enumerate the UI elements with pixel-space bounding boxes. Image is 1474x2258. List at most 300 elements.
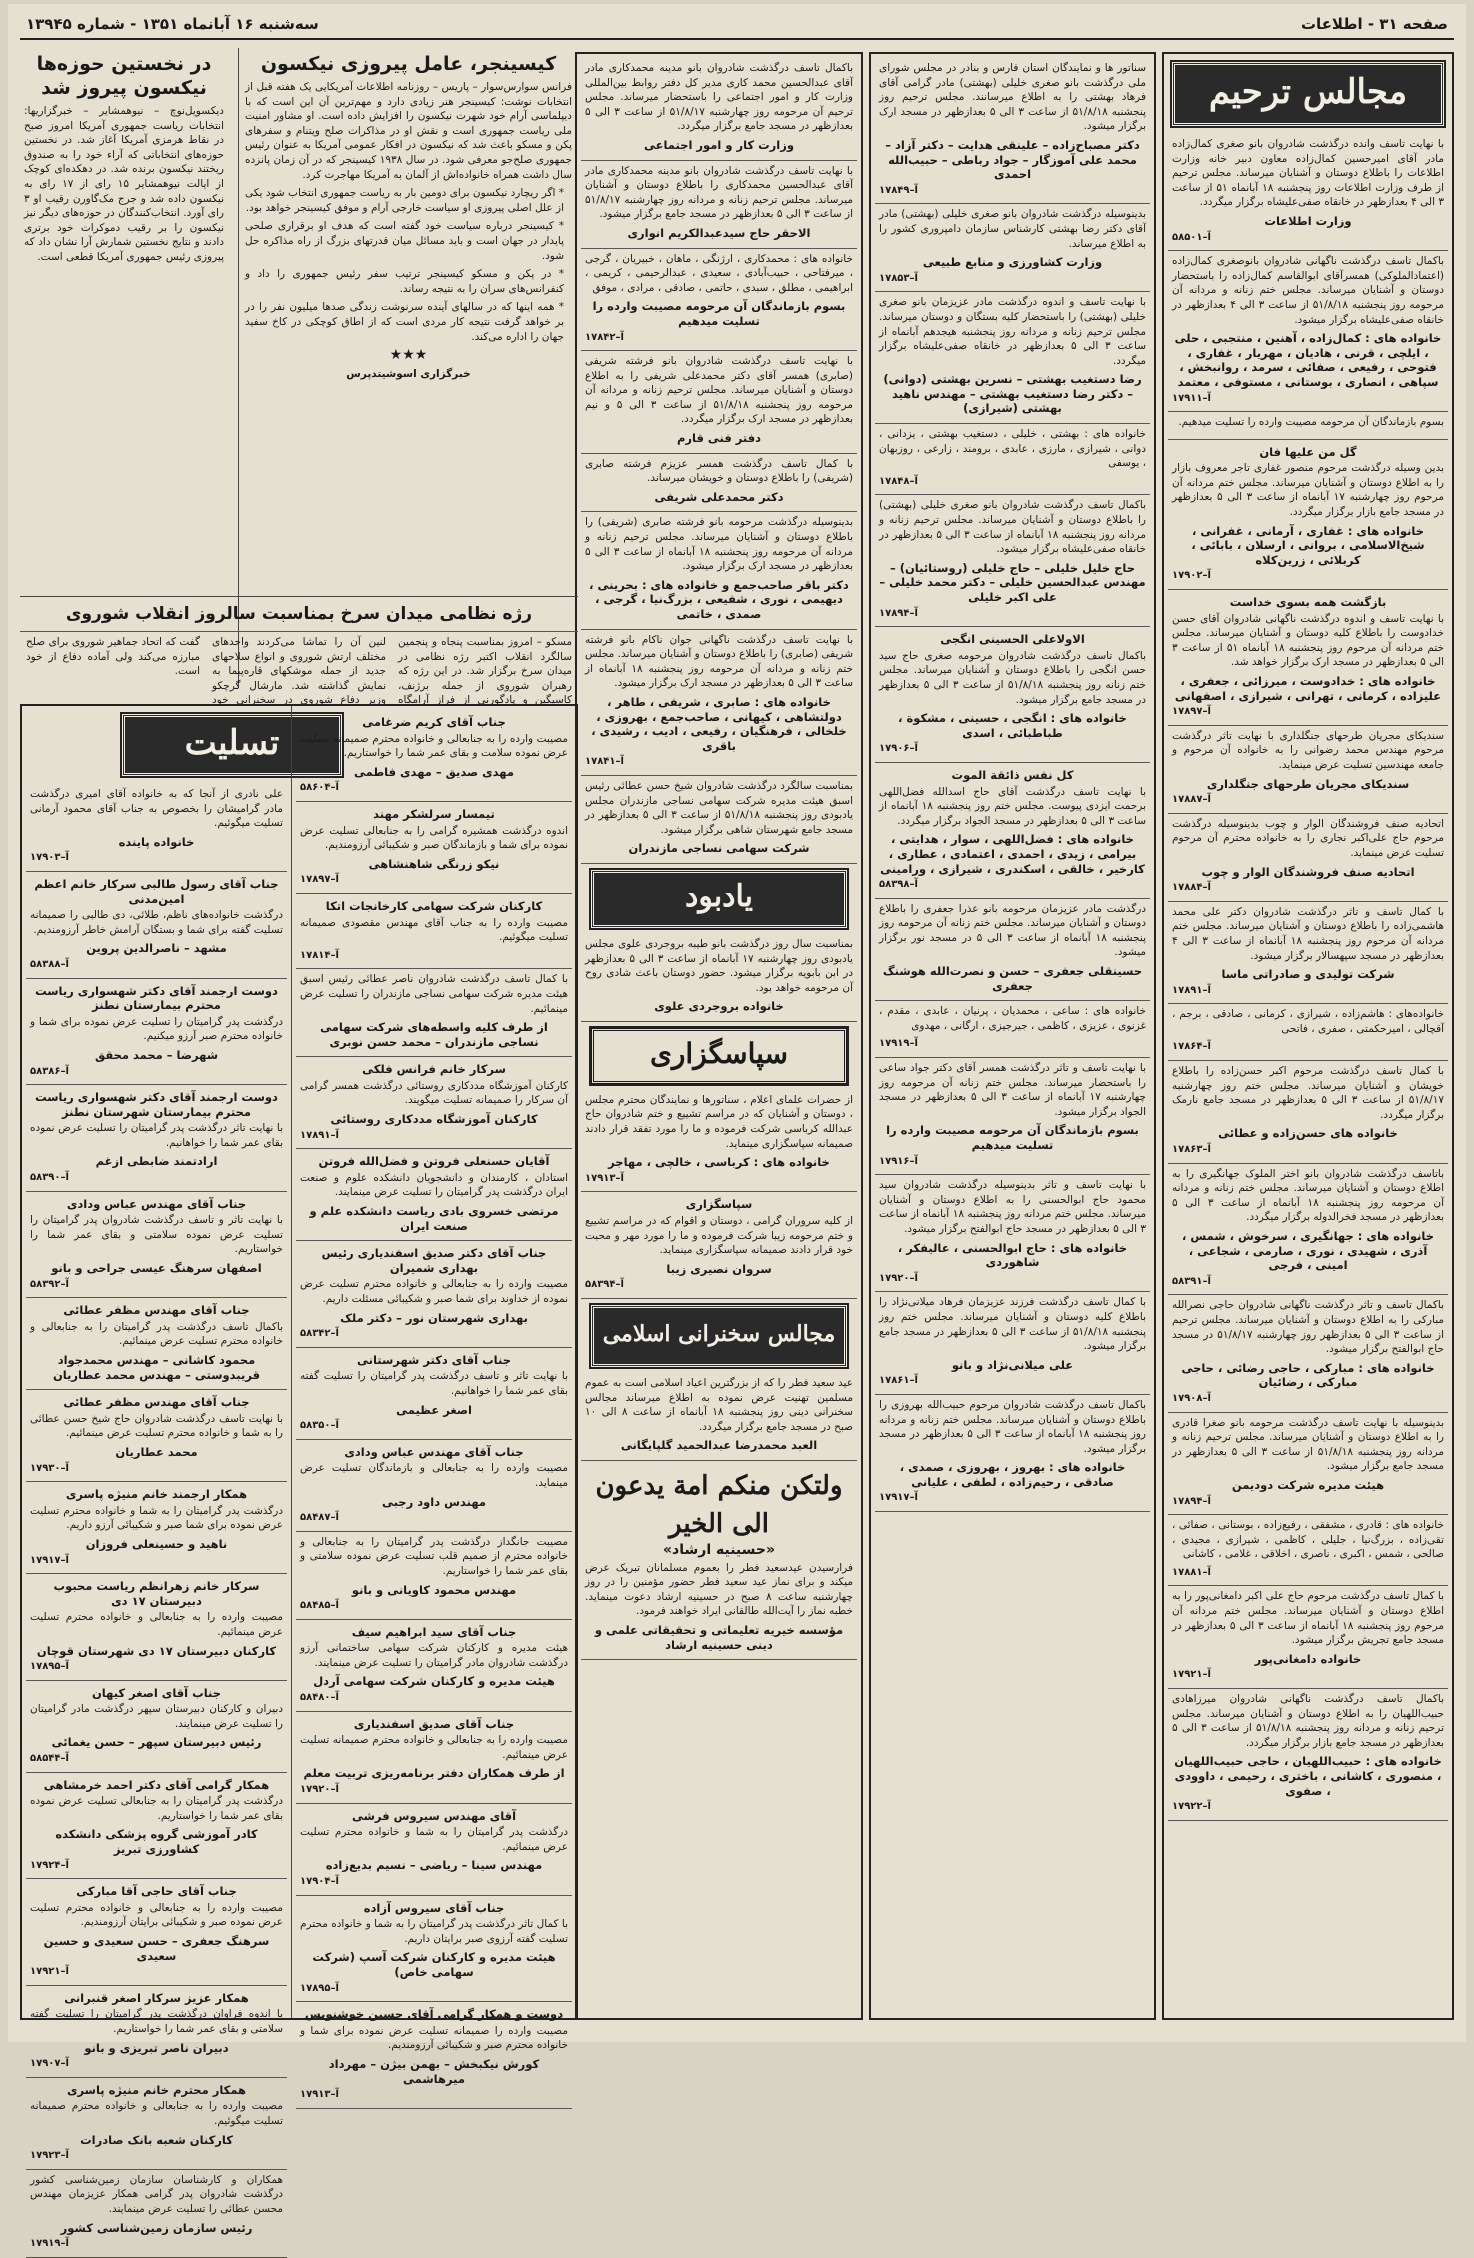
taslit-notice-item: [296, 1532, 572, 1620]
taslit-notice-text: مصیبت جانگداز درگذشت پدر گرامیتان را به جنابعالی و خانواده محترم از صمیم قلب تسلیت عرض نموده سلامتی و بقای عمر شما را خواستاریم.: [300, 1535, 568, 1577]
taslit-notice-signature: کورش نیکبخش – بهمن بیژن – مهرداد میرهاشمی: [328, 2056, 540, 2086]
tarhim-notices: [1168, 134, 1448, 1821]
yadbud-banner: یادبود: [591, 870, 847, 928]
taslit-notice-item: [296, 802, 572, 894]
taslit-notice-title: جناب آقای سیروس آزاده: [363, 1900, 505, 1915]
nixon-headline: در نخستین حوزه‌ها نیکسون پیروز شد: [36, 53, 212, 99]
mid1-notice-signature: رضا دستغیب بهشتی – نسرین بهشتی (دوانی) – دکتر رضا دستغیب بهشتی – مهندس ناهید بهشتی (شیرازی): [883, 372, 1142, 416]
tarhim-notice-signature: خانواده های : مبارکی ، حاجی رضائی ، حاجی مبارکی ، رضائیان: [1181, 1360, 1435, 1390]
mid1-notice-signature: خانواده های : انگجی ، حسینی ، مشکوة ، طباطبائی ، اسدی: [898, 711, 1127, 740]
parade-headline: رژه نظامی میدان سرخ بمناسبت سالروز انقلاب شوروی: [20, 597, 578, 632]
taslit-notice-signature: مهندس داود رجبی: [381, 1494, 487, 1509]
tarhim-notice-text: بدینوسیله با نهایت تاسف درگذشت مرحومه بانو صغرا قادری را به اطلاع دوستان و آشنایان میرساند. مجلس ترحیم زنانه و مردانه روز پنجشنبه ۵۱/۸/۱۸ از ساعت ۳ الی ۵ بعدازظهر در مسجد جامع برگزار میشود.: [1172, 1416, 1445, 1473]
islamic-banner: مجالس سخنرانی اسلامی: [591, 1305, 847, 1367]
taslit-notice-code: ۵۸۵۴۴–آ: [30, 1753, 69, 1765]
mid1-notice-code: ۱۷۸۵۳–آ: [879, 272, 918, 284]
mid1-notice-text: با نهایت تاسف و تاثر درگذشت همسر آقای دکتر جواد ساعی را باستحضار میرساند. مجلس ختم زنانه آن مرحومه روز چهارشنبه ۱۷ آبانماه از ساعت ۳ الی ۵ بعدازظهر در مسجد الجواد برگزار میشود.: [879, 1062, 1146, 1118]
irshad-quote-ref: «حسینیه ارشاد»: [663, 1541, 775, 1558]
tarhim-notice-code: ۱۷۸۸۷–آ: [1172, 794, 1211, 806]
taslit-notice-code: ۱۷۸۱۴–آ: [300, 949, 339, 961]
taslit-notice-text: کارکنان آموزشگاه مددکاری روستائی درگذشت همسر گرامی آن سرکار را صمیمانه تسلیت میگویند.: [300, 1079, 568, 1107]
taslit-notice-title: سرکار خانم فرانس فلکی: [362, 1062, 506, 1077]
irshad-notice: [581, 1558, 857, 1661]
parade-body: مسکو – امروز بمناسبت پنجاه و پنجمین سالگرد انقلاب اکتبر رژه نظامی در میدان سرخ برگزار شد. در این رژه که رهبران شوروی از جمله برژنف، کاسیگین و پادگورنی از فراز آرامگاه لنین آن را تماشا می‌کردند واحدهای مختلف ارتش شوروی و انواع سلاحهای جدید از جمله موشکهای قاره‌پیما به نمایش گذاشته شد. مارشال گرچکو وزیر دفاع شوروی در سخنرانی خود گفت که اتحاد جماهیر شوروی برای صلح مبارزه می‌کند ولی آماده دفاع از خود است.: [26, 636, 572, 707]
mid1-notice-item: [875, 58, 1150, 204]
mid1-notice-text: با نهایت تاسف و تاثر بدینوسیله درگذشت شادروان سید محمود حاج ابوالحسنی را به اطلاع دوستان و آشنایان میرساند. مجلس ختم مردانه روز پنجشنبه ۱۸ آبانماه از ساعت ۳ الی ۵ بعدازظهر در مسجد حاج ابوالفتح برگزار میشود.: [879, 1179, 1146, 1235]
taslit-notice-item: [296, 1149, 572, 1241]
tarhim-notice-item: [1168, 1413, 1448, 1516]
taslit-notice-code: ۱۷۹۱۹–آ: [30, 2238, 69, 2250]
mid1-notice-item: [875, 763, 1150, 899]
taslit-notice-signature: کارکنان شعبه بانک صادرات: [80, 2132, 233, 2147]
mid1-notice-item: [875, 1395, 1150, 1512]
mid1-notice-code: ۱۷۸۴۸–آ: [879, 475, 918, 487]
taslit-notice-signature: مرتضی خسروی بادی ریاست دانشکده علم و صنعت ایران: [309, 1204, 559, 1233]
mid1-notice-signature: دکتر مصباح‌زاده – علینقی هدایت – دکتر آزاد – محمد علی آموزگار – جواد رباطی – حبیب‌الله احمدی: [885, 137, 1140, 182]
taslit-notice-item: [26, 979, 287, 1086]
mid1-notice-signature: خانواده های : فضل‌اللهی ، سوار ، هدایتی ، بیرامی ، زیدی ، احمدی ، اعتمادی ، عطاری ، کارخیر ، خالقی ، اسکندری ، شیرازی ، ورامینی: [880, 832, 1145, 876]
taslit-notice-text: مصیبت وارده را به جناب آقای مهندس مقصودی صمیمانه تسلیت میگوئیم.: [300, 916, 568, 944]
mid2-notice-signature: دکتر باقر صاحب‌جمع و خانواده های : بحرینی ، دیهیمی ، نوری ، شفیعی ، بزرگ‌نیا ، گرجی ، صمدی ، خاتمی: [589, 577, 849, 621]
kissinger-bullet: * کیسینجر درباره سیاست خود گفته است که هدف او برقراری صلحی پایدار در جهان است و باید مسائل میان قدرتهای بزرگ از راه مذاکره حل شود.: [245, 220, 564, 262]
sepas-notice-text: از کلیه سروران گرامی ، دوستان و اقوام که در مراسم تشییع و ختم مرحومه زیبا شرکت فرموده و ما را مورد مهر و محبت خود قرار دادند صمیمانه سپاسگزاری مینماید.: [585, 1215, 853, 1257]
taslit-notice-text: استادان ، کارمندان و دانشجویان دانشکده علوم و صنعت ایران درگذشت پدر گرامیتان را تسلیت عرض مینمایند.: [300, 1171, 568, 1199]
mid1-notice-text: خانواده های : بهشتی ، خلیلی ، دستغیب بهشتی ، یزدانی ، دوانی ، شیرازی ، مارزی ، عابدی ، برومند ، زارعی ، روزبهان ، یوسفی: [879, 428, 1146, 470]
yadbud-signature: خانواده بروجردی علوی: [654, 999, 784, 1014]
taslit-notice-code: ۱۷۹۱۷–آ: [30, 1554, 69, 1566]
mid2-notice-text: با نهایت تاسف درگذشت شادروان بانو مدینه محمدکاری مادر آقای عبدالحسین محمدکاری را باطلاع دوستان و آشنایان میرساند. مجلس ترحیم زنانه و مردانه روز چهارشنبه ۵۱/۸/۱۷ از ساعت ۳ الی ۵ بعدازظهر در مسجد جامع برگزار میشود.: [585, 164, 853, 221]
mid1-notice-signature: خانواده های : حاج ابوالحسنی ، عالیفکر ، شاهوردی: [897, 1240, 1128, 1270]
sepas-banner: سپاسگزاری: [591, 1028, 847, 1084]
taslit-notice-text: با کمال تاسف درگذشت شادروان ناصر عطائی رئیس اسبق هیئت مدیره شرکت سهامی نساجی مازندران را تسلیت عرض مینمائیم.: [300, 973, 568, 1015]
mid1-notice-signature: علی میلانی‌نژاد و بانو: [951, 1357, 1074, 1372]
taslit-notice-item: [26, 1986, 287, 2078]
tarhim-notice-code: ۵۸۳۹۱–آ: [1172, 1275, 1211, 1287]
tarhim-notice-code: ۱۷۹۲۲–آ: [1172, 1801, 1211, 1813]
mid1-notice-text: باکمال تاسف درگذشت شادروان مرحوم حبیب‌الله بهروزی را باطلاع دوستان و آشنایان میرساند. مجلس ختم زنانه و مردانه روز پنجشنبه ۱۸ آبانماه از ساعت ۳ الی ۵ بعدازظهر در مسجد برگزار میشود.: [879, 1398, 1146, 1455]
mid1-notice-item: [875, 1175, 1150, 1292]
taslit-block: [20, 704, 578, 2250]
tarhim-notice-item: [1168, 134, 1448, 251]
taslit-notice-item: [26, 1390, 287, 1482]
taslit-notice-item: [26, 1681, 287, 1773]
taslit-notice-signature: ناهید و حسینعلی فروزان: [85, 1536, 228, 1551]
taslit-notice-code: ۱۷۸۹۵–آ: [30, 1661, 69, 1673]
tarhim-notice-text: با نهایت تاسف وانده درگذشت شادروان بانو صغری کمال‌زاده مادر آقای امیرحسین کمال‌زاده معاون دبیر خانه وزارت اطلاعات را باطلاع دوستان و آشنایان میرساند. مجلس ترحیم از طرف وزارت اطلاعات روز پنجشنبه ۱۸ آبانماه ۵۱ از ساعت ۳ الی ۴ بعدازظهر در خانقاه صفی‌علیشاه برگزار میگردد.: [1172, 138, 1444, 209]
tarhim-notice-code: ۱۷۸۹۴–آ: [1172, 1495, 1211, 1507]
taslit-notice-title: کارکنان شرکت سهامی کارخانجات اتکا: [325, 898, 543, 913]
taslit-notice-code: ۵۸۳۸۸–آ: [30, 958, 69, 970]
taslit-notice-signature: سرهنگ جعفری – حسن سعیدی و حسین سعیدی: [43, 1934, 270, 1963]
taslit-notice-code: ۱۷۸۹۵–آ: [300, 1982, 339, 1994]
tarhim-notice-text: باکمال تاسف و تاثر درگذشت ناگهانی شادروان حاجی نصرالله مبارکی را به اطلاع دوستان و آشنایان میرساند. مجلس ترحیم از ساعت ۳ الی ۵ بعدازظهر روز چهارشنبه ۵۱/۸/۱۷ در مسجد حاج ابوالفتح برگزار میشود.: [1172, 1299, 1445, 1356]
mid1-notice-code: ۱۷۸۹۴–آ: [879, 607, 918, 619]
taslit-notice-text: مصیبت وارده را صمیمانه تسلیت عرض نموده برای شما و خانواده محترم صبر و شکیبائی آرزومندیم.: [300, 2024, 568, 2052]
taslit-notice-code: ۵۸۶۰۴–آ: [300, 782, 339, 794]
mid2-notice-item: [581, 630, 857, 776]
taslit-notice-item: [296, 894, 572, 969]
mid2-notice-signature: خانواده های : صابری ، شریفی ، طاهر ، دولتشاهی ، کیهانی ، صاحب‌جمع ، بهروزی ، خلخالی ، فرهنگیان ، رفیعی ، ادیب ، رشیدی ، باقری: [591, 694, 847, 753]
taslit-notice-text: باکمال تاسف درگذشت پدر گرامیتان را به جنابعالی و خانواده محترم تسلیت عرض مینمائیم.: [30, 1320, 283, 1348]
mid1-notice-text: درگذشت مادر عزیزمان مرحومه بانو عذرا جعفری را باطلاع دوستان و آشنایان میرساند. مجلس ختم زنانه آن مرحومه روز پنجشنبه ۱۸ آبانماه از ساعت ۳ الی ۵ در مسجد نور برگزار میشود.: [879, 902, 1146, 959]
mid1-notice-item: [875, 899, 1150, 1002]
mid1-notice-text: خانواده های : ساعی ، محمدیان ، پرنیان ، عابدی ، مقدم ، غزنوی ، عزیزی ، کاظمی ، جیرجیزی ، ارگانی ، مهدوی: [879, 1005, 1146, 1032]
taslit-notice-item: [26, 1482, 287, 1574]
taslit-notice-code: ۵۸۳۵۰–آ: [300, 1420, 339, 1432]
kissinger-bullet: * اگر ریچارد نیکسون برای دومین بار به ریاست جمهوری انتخاب شود یکی از علل اصلی پیروزی او سیاست خارجی آرام و موفق کیسینجر خواهد بود.: [245, 187, 564, 214]
kissinger-bullet: * در پکن و مسکو کیسینجر ترتیب سفر رئیس جمهوری را داد و کنفرانس‌های سران را به نتیجه رساند.: [245, 268, 564, 295]
taslit-notice-signature: شهرضا – محمد محقق: [94, 1047, 219, 1062]
tarhim-notice-item: [1168, 1004, 1448, 1061]
tarhim-notice-text: با کمال تاسف درگذشت مرحوم حاج علی اکبر دامغانی‌پور را به اطلاع دوستان و آشنایان میرساند. مجلس ختم مردانه آن مرحوم روز پنجشنبه ۱۸ آبانماه از ساعت ۳ الی ۵ بعدازظهر در مسجد جامع تجریش برگزار میشود.: [1172, 1590, 1444, 1647]
mid1-notice-text: با نهایت تاسف درگذشت آقای حاج اسدالله فضل‌اللهی برحمت ایزدی پیوست. مجلس ختم روز پنجشنبه ۱۸ آبانماه از ساعت ۳ الی ۵ بعدازظهر در مسجد الجواد برگزار میگردد.: [879, 785, 1147, 827]
taslit-notice-title: جناب آقای کریم ضرغامی: [362, 715, 506, 729]
tarhim-banner: مجالس ترحیم: [1172, 62, 1444, 126]
taslit-notice-title: دوست و همکار گرامی آقای حسین خوشنویس: [304, 2007, 564, 2022]
mid2-notice-text: بدینوسیله درگذشت مرحومه بانو فرشته صابری (شریفی) را باطلاع دوستان و آشنایان میرساند. مجلس ترحیم زنانه و مردانه آن مرحومه روز پنجشنبه ۱۸ آبانماه از ساعت ۳ الی ۵ بعدازظهر در مسجد ارک برگزار میشود.: [585, 516, 853, 573]
tarhim-notice-code: ۱۷۸۶۴–آ: [1172, 1041, 1211, 1053]
kissinger-bullets: [245, 186, 572, 344]
mid1-notice-signature: حاج خلیل خلیلی – حاج خلیلی (روستائیان) – مهندس عبدالحسین خلیلی – دکتر محمد خلیلی – علی اکبر خلیلی: [879, 560, 1146, 604]
tarhim-notice-signature: خانواده های : جهانگیری ، سرخوش ، شمس ، آذری ، شهیدی ، نوری ، صارمی ، شجاعی ، امینی ، فرجی: [1181, 1229, 1435, 1273]
nixon-body: دیکسویل‌نوچ – نیوهمشایر – خبرگزاریها: انتخابات ریاست جمهوری آمریکا امروز صبح در نقاط هرمزی آمریکا آغاز شد. در نخستین حوزه‌های انتخاباتی که آراء خود را به صندوق ریختند نیکسون برنده شد. در دهکده‌ای کوچک از ایالت نیوهمشایر ۱۵ رای از ۱۷ رای به نیکسون داده شد و جرج مک‌گاورن رقیب او ۳ رای آورد. انتخاب‌کنندگان در حوزه‌های دیگر نیز نیکسون را بر رقیب دموکرات خود برتری دادند و نتایج نخستین شمارش آرا نشان داد که پیروزی رئیس جمهوری آمریکا قطعی است.: [24, 105, 224, 263]
taslit-notice-title: جناب آقای مهندس مظفر عطائی: [63, 1395, 250, 1410]
tarhim-notice-item: [1168, 902, 1448, 1005]
tarhim-notice-text: خانواده‌های : هاشم‌زاده ، شیرازی ، کرمانی ، صادقی ، برجم ، آقچالی ، امیرحکمتی ، صفری ، فاتحی: [1172, 1008, 1444, 1035]
taslit-notice-signature: محمد عطاریان: [115, 1444, 198, 1459]
mid1-notice-item: [875, 627, 1150, 763]
taslit-notice-code: ۱۷۹۰۷–آ: [30, 2058, 69, 2070]
taslit-notice-item: [296, 1804, 572, 1896]
mid2-notice-signature: دکتر محمدعلی شریفی: [654, 489, 784, 504]
tarhim-notice-item: [1168, 1689, 1448, 1821]
taslit-notice-title: آقایان حسنعلی فروتن و فضل‌الله فروتن: [318, 1154, 550, 1169]
tarhim-notice-item: [1168, 726, 1448, 814]
taslit-notice-text: مصیبت وارده را به جنابعالی و خانواده محترم صمیمانه تسلیت عرض نموده سلامت و بقای عمر شما را خواستاریم.: [300, 732, 568, 760]
mid1-notice-code: ۱۷۹۰۶–آ: [879, 743, 918, 755]
sepas-notice-signature: سروان نصیری زیبا: [666, 1261, 772, 1276]
taslit-notice-signature: دبیران ناصر تبریزی و بانو: [84, 2040, 229, 2055]
mid2-notice-code: ۱۷۸۴۱–آ: [585, 756, 624, 768]
taslit-notice-item: [26, 1085, 287, 1192]
tarhim-notice-code: ۱۷۹۰۸–آ: [1172, 1392, 1211, 1404]
sepas-notice-title: سپاسگزاری: [685, 1197, 753, 1212]
tarhim-notice-text: بسوم بازماندگان آن مرحومه مصیبت وارده را تسلیت میدهیم.: [1178, 416, 1444, 429]
tarhim-notice-code: ۱۷۸۶۳–آ: [1172, 1144, 1211, 1156]
mid1-notice-item: [875, 424, 1150, 495]
taslit-notice-item: [26, 1879, 287, 1986]
mid1-notice-signature: خانواده های : بهروز ، بهروزی ، صمدی ، صادقی ، رحیم‌زاده ، لطفی ، علیانی: [899, 1460, 1126, 1489]
kissinger-body: فرانس سوارس‌سوار – پاریس – روزنامه اطلاعات آمریکایی یک هفته قبل از انتخابات نوشت: کیسینجر هنر زیادی دارد و مهم‌ترین آن این است که با دیپلماسی آرام خود شهرت نیکسون را افزایش داده است. او مشاور امنیت ملی ریاست جمهوری است و نقش او در مذاکرات صلح ویتنام و سفرهای پکن و مسکو باعث شد که نیکسون در افکار عمومی آمریکا به عنوان رئیس جمهوری صلح‌جو معرفی شود. در سال ۱۹۳۸ کیسینجر که در آن زمان پانزده سال داشت همراه خانواده‌اش از آلمان به آمریکا مهاجرت کرد.: [245, 81, 572, 181]
mid2-notice-code: ۱۷۸۴۲–آ: [585, 331, 624, 343]
mid2-notice-item: [581, 161, 857, 249]
taslit-notice-title: همکار گرامی آقای دکتر احمد خرمشاهی: [43, 1777, 270, 1792]
taslit-notice-item: [26, 784, 287, 872]
tarhim-notice-item: [1168, 1515, 1448, 1586]
taslit-notice-item: [296, 1896, 572, 2003]
taslit-notice-code: ۵۸۳۹۲–آ: [30, 1278, 69, 1290]
taslit-notice-signature: بهداری شهرستان نور – دکتر ملک: [340, 1310, 528, 1325]
page-header: [20, 10, 1454, 40]
taslit-notice-title: جناب آقای مهندس عباس ودادی: [344, 1444, 524, 1459]
mid2-notice-item: [581, 249, 857, 352]
taslit-notice-title: جناب آقای مهندس مظفر عطائی: [63, 1303, 250, 1318]
mid1-notice-text: سناتور ها و نمایندگان استان فارس و بنادر در مجلس شورای ملی درگذشت بانو صغری خلیلی (بهشتی) مادر گرامی آقای فرهاد بهشتی را به اطلاع میرسانند. مجلس ترحیم روز پنجشنبه ۵۱/۸/۱۸ از ساعت ۳ الی ۵ بعدازظهر در مسجد ارک برگزار میشود.: [879, 62, 1147, 133]
mid2-notice-signature: الاحقر حاج سیدعبدالکریم انواری: [627, 225, 811, 240]
taslit-notice-code: ۱۷۸۹۱–آ: [300, 1129, 339, 1141]
tarhim-notice-signature: خانواده دامغانی‌پور: [1254, 1651, 1362, 1666]
tarhim-notice-code: ۱۷۸۸۴–آ: [1172, 882, 1211, 894]
mid1-notice-text: باکمال تاسف درگذشت شادروان بانو صغری خلیلی (بهشتی) را باطلاع دوستان و آشنایان میرساند. مجلس ترحیم زنانه و مردانه روز پنجشنبه ۱۸ آبانماه از ساعت ۳ الی ۵ بعدازظهر در خانقاه صفی‌علیشاه برگزار میشود.: [879, 499, 1146, 556]
tarhim-notice-title: بازگشت همه بسوی خداست: [1229, 595, 1387, 610]
taslit-banner: تسلیت: [122, 714, 342, 776]
taslit-notice-title: دوست ارجمند آقای دکتر شهسواری ریاست محترم بیمارستان شهرستان نطنز: [35, 1090, 278, 1119]
taslit-notice-signature: کارکنان آموزشگاه مددکاری روستائی: [330, 1112, 538, 1127]
taslit-notice-text: با کمال تاثر درگذشت پدر گرامیتان را به شما و خانواده محترم تسلیت گفته آرزوی صبر برایتان داریم.: [300, 1918, 568, 1945]
tarhim-notice-item: [1168, 1295, 1448, 1412]
taslit-notice-text: با اندوه فراوان درگذشت پدر گرامیتان را تسلیت گفته سلامتی و بقای عمر شما را خواستاریم.: [30, 2008, 283, 2035]
mid1-notice-code: ۱۷۹۱۹–آ: [879, 1038, 918, 1050]
tarhim-notice-signature: اتحادیه صنف فروشندگان الوار و چوب: [1201, 864, 1415, 879]
sepas-notice-signature: خانواده های : کرباسی ، خالچی ، مهاجر: [608, 1155, 830, 1170]
mid2-notice-item: [581, 512, 857, 629]
islamic-notice: [581, 1373, 857, 1461]
tarhim-notice-code: ۱۷۹۰۲–آ: [1172, 570, 1211, 582]
tarhim-notice-item: [1168, 1164, 1448, 1296]
mid1-notice-item: [875, 204, 1150, 292]
mid1-notice-text: با کمال تاسف درگذشت فرزند عزیزمان فرهاد میلانی‌نژاد را باطلاع کلیه دوستان و آشنایان میرساند. مجلس ختم روز پنجشنبه ۵۱/۸/۱۸ از ساعت ۳ الی ۵ بعدازظهر در مسجد جامع برگزار میشود.: [879, 1296, 1147, 1353]
tarhim-notice-signature: خانواده های : خدادوست ، میرزائی ، جعفری ، علیزاده ، کرمانی ، تهرانی ، شیرازی ، اصفهانی: [1174, 674, 1442, 703]
taslit-notice-signature: مهندس سینا – ریاضی – نسیم بدیع‌زاده: [325, 1858, 543, 1873]
tarhim-notice-item: [1168, 590, 1448, 726]
taslit-notice-code: ۱۷۹۲۳–آ: [30, 2150, 69, 2162]
mid1-notice-text: بدینوسیله درگذشت شادروان بانو صغری خلیلی (بهشتی) مادر آقای دکتر رضا بهشتی کارشناس سازمان دامپروری کشور را به اطلاع میرساند.: [879, 208, 1146, 250]
kissinger-headline: کیسینجر، عامل پیروزی نیکسون: [260, 53, 557, 75]
mid2-notice-item: [581, 58, 857, 161]
taslit-notice-item: [296, 1241, 572, 1348]
taslit-notice-text: اندوه درگذشت همشیره گرامی را به جنابعالی تسلیت عرض نموده برای شما و بازماندگان صبر و شکیبائی آرزومندیم.: [300, 824, 568, 852]
tarhim-notice-signature: خانواده های : کمال‌زاده ، آهنین ، منتجبی ، حلی ، ایلچی ، قرنی ، هادیان ، مهریار ، غفاری ، فتوحی ، رفیعی ، صفائی ، سرمد ، روانبخش ، سپاهی ، انصاری ، بوستانی ، مستوفی ، معتمد: [1174, 331, 1442, 389]
taslit-notice-text: با نهایت تاثر و تاسف درگذشت پدر گرامیتان را تسلیت گفته بقای عمر شما را خواهانیم.: [300, 1370, 568, 1397]
taslit-notice-title: تیمسار سرلشکر مهند: [373, 806, 495, 821]
news-area: [20, 48, 578, 707]
mid2-notice-text: با نهایت تاسف درگذشت ناگهانی جوان ناکام بانو فرشته شریفی (صابری) را باطلاع دوستان و آشنایان میرساند. مجلس ختم زنانه و مردانه آن مرحومه روز پنجشنبه ۱۸ آبانماه از ساعت ۳ الی ۵ بعدازظهر در مسجد ارک برگزار میشود.: [585, 633, 853, 690]
tarhim-notice-code: ۱۷۹۱۱–آ: [1172, 392, 1211, 404]
taslit-notice-code: ۵۸۳۹۰–آ: [30, 1172, 69, 1184]
tarhim-notice-text: باکمال تاسف درگذشت ناگهانی شادروان میرزاهادی حبیب‌اللهیان را به اطلاع دوستان و آشنایان میرساند. مجلس ترحیم زنانه و مردانه روز پنجشنبه ۵۱/۸/۱۸ از ساعت ۳ الی ۵ بعدازظهر در مسجد جامع بازار برگزار میگردد.: [1172, 1693, 1444, 1749]
tarhim-notice-item: [1168, 814, 1448, 902]
sepas-notice-code: ۱۷۹۱۳–آ: [585, 1172, 624, 1184]
taslit-notice-code: ۵۸۴۸۰–آ: [300, 1692, 339, 1704]
taslit-notice-title: آقای مهندس سیروس فرشی: [351, 1808, 517, 1823]
taslit-notice-text: همکاران و کارشناسان سازمان زمین‌شناسی کشور درگذشت شادروان پدر گرامی همکار عزیزمان مهندس محسن عطائی را تسلیت عرض مینمایند.: [30, 2173, 283, 2215]
taslit-notice-text: درگذشت پدر گرامیتان را به جنابعالی تسلیت عرض نموده بقای عمر شما را خواستاریم.: [30, 1795, 283, 1822]
taslit-notice-title: جناب آقای دکتر شهرستانی: [357, 1352, 511, 1367]
taslit-notice-code: ۵۸۴۸۷–آ: [300, 1512, 339, 1524]
tarhim-notice-signature: سندیکای مجریان طرحهای جنگلداری: [1206, 776, 1410, 791]
tarhim-notice-signature: خانواده های : غفاری ، آرمانی ، غفرانی ، شیخ‌الاسلامی ، بروانی ، ارسلان ، بابائی ، کربلائی ، زرین‌کلاه: [1191, 523, 1425, 567]
middle-column-2: [575, 52, 863, 2020]
taslit-notice-text: درگذشت خانواده‌های ناظم، طلائی، دی طالبی را صمیمانه تسلیت گفته برای شما و بستگان آرامش خاطر آرزومندیم.: [30, 909, 283, 936]
mid1-notice-item: [875, 292, 1150, 424]
kissinger-article: [238, 48, 578, 688]
tarhim-notice-code: ۵۸۵۰۱–آ: [1172, 231, 1211, 243]
taslit-notice-text: با نهایت تاسف درگذشت شادروان حاج شیخ حسن عطائی را به شما و خانواده محترم تسلیت عرض مینمائیم.: [30, 1412, 283, 1440]
irshad-text: فرارسیدن عیدسعید فطر را بعموم مسلمانان تبریک عرض میکند و برای نماز عید سعید فطر حضور مؤمنین را در روز چهارشنبه ساعت ۸ صبح در حسینیه ارشاد دعوت مینماید. خطبه نماز را آیت‌الله طالقانی ایراد خواهند فرمود.: [585, 1561, 853, 1618]
taslit-notice-item: [296, 2002, 572, 2109]
tarhim-notice-text: خانواده های : قادری ، مشفقی ، رفیع‌زاده ، بوستانی ، صفائی ، تقی‌زاده ، بزرگ‌نیا ، جلیلی ، کاظمی ، شیرازی ، مجیدی ، صالحی ، شمس ، اکبری ، ناصری ، اخلاقی ، غلامی ، کاشانی: [1172, 1519, 1444, 1561]
mid2-notice-signature: بسوم بازماندگان آن مرحومه مصیبت وارده را تسلیت میدهیم: [592, 299, 846, 328]
tarhim-notice-text: باتاسف درگذشت شادروان بانو اختر الملوک جهانگیری را به اطلاع دوستان و آشنایان میرساند. مجلس ختم زنانه و مردانه آن مرحومه روز پنجشنبه ۱۸ آبانماه از ساعت ۳ الی ۵ بعدازظهر در مسجد فخرالدوله برگزار میگردد.: [1172, 1167, 1444, 1224]
tarhim-notice-signature: شرکت تولیدی و صادراتی ماسا: [1221, 967, 1395, 982]
taslit-notice-title: جناب آقای مهندس عباس ودادی: [66, 1196, 247, 1211]
taslit-notice-code: ۵۸۳۴۲–آ: [300, 1328, 339, 1340]
tarhim-notice-text: با نهایت تاسف و اندوه درگذشت ناگهانی شادروان آقای حسن خدادوست را باطلاع کلیه دوستان و آشنایان میرساند. مجلس ختم مردانه آن مرحوم روز پنجشنبه ۱۸ آبانماه ۵۱ از ساعت ۳ الی ۵ بعدازظهر در مسجد ارک برگزار خواهد شد.: [1172, 612, 1444, 669]
taslit-notice-text: با نهایت تاثر و تاسف درگذشت شادروان پدر گرامیتان را تسلیت عرض نموده سلامتی و بقای عمر شما را خواستاریم.: [30, 1214, 283, 1256]
taslit-notice-title: همکار عزیز سرکار اصغر قنبرانی: [64, 1990, 249, 2005]
mid1-notice-item: [875, 495, 1150, 627]
tarhim-notice-code: ۱۷۸۹۱–آ: [1172, 984, 1211, 996]
taslit-notice-text: علی نادری از آنجا که به خانواده آقای امیری درگذشت مادر گرامیشان را بخصوص به جناب آقای محمود آرمانی تسلیت میگوئیم.: [30, 788, 283, 830]
sepas-notice-code: ۵۸۳۹۴–آ: [585, 1279, 624, 1291]
sepas-notice-text: از حضرات علمای اعلام ، سناتورها و نمایندگان محترم مجلس ، دوستان و آشنایان که در مراسم تشییع و ختم شادروان حاج عبدالله کرباسی شرکت فرموده و ما را مورد تفقد قرار دادند صمیمانه سپاسگزاری مینماید.: [585, 1093, 853, 1150]
taslit-notice-item: [296, 1620, 572, 1712]
tarhim-notice-code: ۱۷۸۸۱–آ: [1172, 1566, 1211, 1578]
taslit-notice-item: [296, 969, 572, 1057]
mid1-notice-signature: حسینقلی جعفری – حسن و نصرت‌الله هوشنگ جعفری: [882, 964, 1143, 993]
taslit-notice-signature: محمود کاشانی – مهندس محمدجواد قریبدوستی – مهندس محمد عطاریان: [52, 1353, 261, 1382]
taslit-notice-signature: هیئت مدیره و کارکنان شرکت سهامی آردل: [313, 1674, 555, 1689]
mid1-notice-code: ۱۷۹۱۷–آ: [879, 1492, 918, 1504]
tarhim-column: [1162, 52, 1454, 2020]
taslit-notice-item: [26, 2078, 287, 2170]
tarhim-notice-item: [1168, 251, 1448, 412]
newspaper-page: [8, 4, 1466, 2250]
page-label: صفحه ۳۱ - اطلاعات: [1300, 15, 1448, 33]
mid2-notice-item: [581, 351, 857, 454]
mid2-notice-signature: وزارت کار و امور اجتماعی: [643, 137, 794, 152]
taslit-notice-code: ۵۸۳۸۶–آ: [30, 1065, 69, 1077]
mid1-notice-item: [875, 1292, 1150, 1395]
taslit-notice-code: ۱۷۹۰۳–آ: [30, 852, 69, 864]
taslit-column-b: [22, 706, 292, 2250]
mid1-notice-title: کل نفس ذائقة الموت: [951, 767, 1074, 782]
taslit-notice-text: مصیبت وارده را به جنابعالی و خانواده محترم صمیمانه تسلیت عرض مینمائیم.: [300, 1734, 568, 1761]
taslit-notice-signature: رئیس دبیرستان سپهر – حسن یغمائی: [51, 1735, 262, 1750]
taslit-notice-title: جناب آقای رسول طالبی سرکار خانم اعظم امین‌مدنی: [34, 876, 279, 906]
date-label: سه‌شنبه ۱۶ آبانماه ۱۳۵۱ - شماره ۱۳۹۴۵: [26, 15, 319, 33]
tarhim-notice-text: باکمال تاسف درگذشت ناگهانی شادروان بانوصغری کمال‌زاده (اعتمادالملوکی) همسرآقای ابوالقاسم کمال‌زاده را باستحضار دوستان و آشنایان میرساند. مجلس ختم زنانه و مردانه آن مرحومه روز پنجشنبه ۵۱/۸/۱۸ از ساعت ۳ الی ۴ بعدازظهر در خانقاه صفی‌علیشاه برگزار میشود.: [1172, 255, 1445, 326]
tarhim-notice-signature: وزارت اطلاعات: [1264, 213, 1352, 228]
mid1-notice-item: [875, 1058, 1150, 1175]
taslit-notice-title: جناب آقای اصغر کیهان: [91, 1685, 221, 1700]
taslit-notice-text: درگذشت پدر گرامیتان را به شما و خانواده محترم تسلیت عرض مینمائیم.: [300, 1826, 568, 1853]
taslit-notice-title: سرکار خانم زهرانظم ریاست محبوب دبیرستان ۱۷ دی: [53, 1579, 260, 1608]
mid2-notice-text: با کمال تاسف درگذشت همسر عزیزم فرشته صابری (شریفی) را باطلاع دوستان و خویشان میرساند.: [585, 457, 853, 485]
taslit-notice-title: جناب آقای حاجی آقا مبارکی: [76, 1884, 237, 1899]
taslit-notice-code: ۱۷۹۳۰–آ: [30, 1462, 69, 1474]
taslit-notice-signature: کارکنان دبیرستان ۱۷ دی شهرستان قوچان: [36, 1643, 277, 1658]
tarhim-notice-item: [1168, 412, 1448, 440]
taslit-notice-item: [296, 1057, 572, 1149]
taslit-notice-item: [26, 2170, 287, 2258]
islamic-text: عید سعید فطر را که از بزرگترین اعیاد اسلامی است به عموم مسلمین تهنیت عرض نموده به اطلاع میرساند مجالس سخنرانی دینی روز پنجشنبه ۱۸ آبانماه از ساعت ۸ الی ۱۰ صبح در مسجد جامع برگزار میگردد.: [585, 1377, 853, 1433]
taslit-notice-code: ۱۷۹۰۴–آ: [300, 1876, 339, 1887]
taslit-notice-title: جناب آقای سید ابراهیم سیف: [351, 1624, 517, 1639]
mid1-notice-signature: وزارت کشاورزی و منابع طبیعی: [922, 255, 1103, 270]
mid1-notice-item: [875, 1001, 1150, 1058]
taslit-notice-code: ۵۸۴۸۵–آ: [300, 1600, 339, 1612]
taslit-notice-signature: خانواده پاینده: [118, 834, 195, 849]
tarhim-notice-title: گل من علیها فان: [1259, 444, 1357, 459]
taslit-notice-item: [296, 1348, 572, 1440]
kissinger-bullet: * همه اینها که در سالهای آینده سرنوشت زندگی صدها میلیون نفر را در بر خواهد گرفت نتیجه کار مردی است که از اطاق کوچکی در کاخ سفید جهان را اداره می‌کند.: [245, 301, 564, 343]
tarhim-notice-signature: خانواده های حسن‌زاده و عطائی: [1218, 1126, 1398, 1141]
taslit-notice-text: با نهایت تاثر درگذشت پدر گرامیتان را تسلیت عرض نموده بقای عمر شما را خواهانیم.: [30, 1122, 283, 1149]
tarhim-notice-text: بدین وسیله درگذشت مرحوم منصور غفاری تاجر معروف بازار را به اطلاع دوستان و آشنایان میرساند. مجلس ختم مردانه آن مرحوم روز چهارشنبه ۱۷ آبانماه از ساعت ۳ الی ۵ بعدازظهر در مسجد جامع بازار برگزار میگردد.: [1172, 462, 1444, 519]
tarhim-notice-code: ۱۷۹۲۱–آ: [1172, 1669, 1211, 1681]
tarhim-notice-code: ۱۷۸۹۷–آ: [1172, 706, 1211, 718]
tarhim-notice-text: با کمال تاسف و تاثر درگذشت شادروان دکتر علی محمد هاشمی‌زاده را باطلاع دوستان و آشنایان میرساند. مجلس ختم مردانه آن مرحوم روز پنجشنبه ۱۸ آبانماه از ساعت ۳ الی ۴ بعدازظهر در مسجد سپهسالار برگزار میشود.: [1172, 905, 1444, 962]
sepas-notice-item: [581, 1192, 857, 1299]
taslit-notice-title: جناب آقای صدیق اسفندیاری: [353, 1716, 515, 1731]
mid2-notice-text: با نهایت تاسف درگذشت شادروان بانو فرشته شریفی (صابری) همسر آقای دکتر محمدعلی شریفی را به اطلاع دوستان و آشنایان میرساند. مجلس ترحیم زنانه و مردانه آن مرحومه روز پنجشنبه ۵۱/۸/۱۸ از ساعت ۳ الی ۵ و نیم بعدازظهر در مسجد ارک برگزار میگردد.: [585, 355, 853, 426]
irshad-signature: مؤسسه خیریه تعلیماتی و تحقیقاتی علمی و دینی حسینیه ارشاد: [594, 1622, 844, 1652]
taslit-notice-signature: ارادتمند ضابطی ازغم: [95, 1154, 218, 1169]
taslit-notice-title: جناب آقای دکتر صدیق اسفندیاری رئیس بهداری شمیران: [321, 1246, 547, 1275]
taslit-notice-item: [26, 1192, 287, 1299]
yadbud-text: بمناسبت سال روز درگذشت بانو طیبه بروجردی علوی مجلس یادبودی روز چهارشنبه ۱۷ آبانماه از ساعت ۳ الی ۵ بعدازظهر در ابن بابویه برگزار میشود. حضور دوستان باعث شادی روح آن مرحومه خواهد بود.: [585, 937, 853, 994]
taslit-column-a: [292, 706, 576, 2101]
taslit-notice-item: [296, 710, 572, 802]
middle-1-notices: [875, 58, 1150, 1512]
middle-column-1: [869, 52, 1156, 2020]
taslit-notice-signature: نیکو زرنگی شاهنشاهی: [368, 856, 500, 871]
tarhim-notice-signature: خانواده های : حبیب‌اللهیان ، حاجی حبیب‌اللهیان ، منصوری ، کاشانی ، باختری ، رحیمی ، داوودی ، صفوی: [1174, 1754, 1442, 1798]
taslit-notice-signature: کادر آموزشی گروه پزشکی دانشکده کشاورزی تبریز: [55, 1827, 258, 1857]
kissinger-stars: ★★★: [389, 347, 428, 364]
mid1-notice-title: الاولاعلی الحسینی انگجی: [940, 632, 1085, 647]
tarhim-notice-text: با کمال تاسف درگذشت مرحوم اکبر حسن‌زاده را باطلاع خویشان و آشنایان میرساند. مجلس ختم روز چهارشنبه ۵۱/۸/۱۷ از ساعت ۳ الی ۵ بعدازظهر در مسجد جامع نارمک برگزار میگردد.: [1172, 1065, 1444, 1121]
taslit-notice-signature: اصفهان سرهنگ عیسی جراحی و بانو: [51, 1261, 262, 1276]
taslit-notice-signature: هیئت مدیره و کارکنان شرکت آسپ (شرکت سهامی خاص): [312, 1950, 556, 1979]
taslit-notice-code: ۱۷۸۹۷–آ: [300, 874, 339, 886]
tarhim-notice-text: اتحادیه صنف فروشندگان الوار و چوب بدینوسیله درگذشت مرحوم حاج علی‌اکبر نجاری را به خانواده محترم آن مرحوم تسلیت عرض مینماید.: [1172, 817, 1444, 859]
islamic-signature: العبد محمدرضا عبدالحمید گلپایگانی: [620, 1438, 818, 1453]
taslit-notice-code: ۱۷۹۱۳–آ: [300, 2089, 339, 2101]
mid1-notice-code: ۱۷۸۶۱–آ: [879, 1375, 918, 1387]
mid2-notice-text: بمناسبت سالگرد درگذشت شادروان شیخ حسن عطائی رئیس اسبق هیئت مدیره شرکت سهامی نساجی مازندران مجلس یادبودی روز پنجشنبه ۵۱/۸/۱۸ از ساعت ۳ الی ۵ بعدازظهر در مسجد جامع شهرستان شاهی برگزار میشود.: [585, 779, 853, 836]
mid2-notice-item: [581, 776, 857, 864]
mid1-notice-code: ۵۸۳۹۸–آ: [879, 879, 918, 891]
taslit-notice-item: [296, 1440, 572, 1532]
nixon-article: [20, 48, 228, 593]
taslit-notice-text: هیئت مدیره و کارکنان شرکت سهامی ساختمانی آرزو درگذشت شادروان مادر گرامیتان را تسلیت عرض مینمایند.: [300, 1642, 568, 1669]
yadbud-notice: [581, 934, 857, 1022]
mid1-notice-code: ۱۷۹۲۰–آ: [879, 1272, 918, 1284]
taslit-notice-signature: رئیس سازمان زمین‌شناسی کشور: [60, 2220, 253, 2235]
taslit-notice-signature: مهدی صدیق – مهدی فاطمی: [353, 764, 515, 779]
taslit-notice-text: مصیبت وارده را به جنابعالی و خانواده محترم تسلیت عرض مینمائیم.: [30, 1611, 283, 1638]
taslit-notice-item: [26, 1773, 287, 1880]
taslit-notice-item: [296, 1712, 572, 1804]
taslit-notice-title: دوست ارجمند آقای دکتر شهسواری ریاست محترم بیمارستان نطنز: [35, 983, 278, 1013]
taslit-notice-item: [26, 1298, 287, 1390]
taslit-notice-text: دبیران و کارکنان دبیرستان سپهر درگذشت مادر گرامیتان را تسلیت عرض مینمایند.: [30, 1703, 283, 1730]
sepas-notice-item: [581, 1090, 857, 1193]
taslit-notice-text: مصیبت وارده را به جنابعالی و بازماندگان تسلیت عرض مینماید.: [300, 1462, 568, 1489]
tarhim-notice-text: سندیکای مجریان طرحهای جنگلداری با نهایت تاثر درگذشت مرحوم مهندس محمد رضوانی را به خانواده آن مرحوم و جامعه مهندسین تسلیت عرض مینماید.: [1172, 729, 1444, 771]
